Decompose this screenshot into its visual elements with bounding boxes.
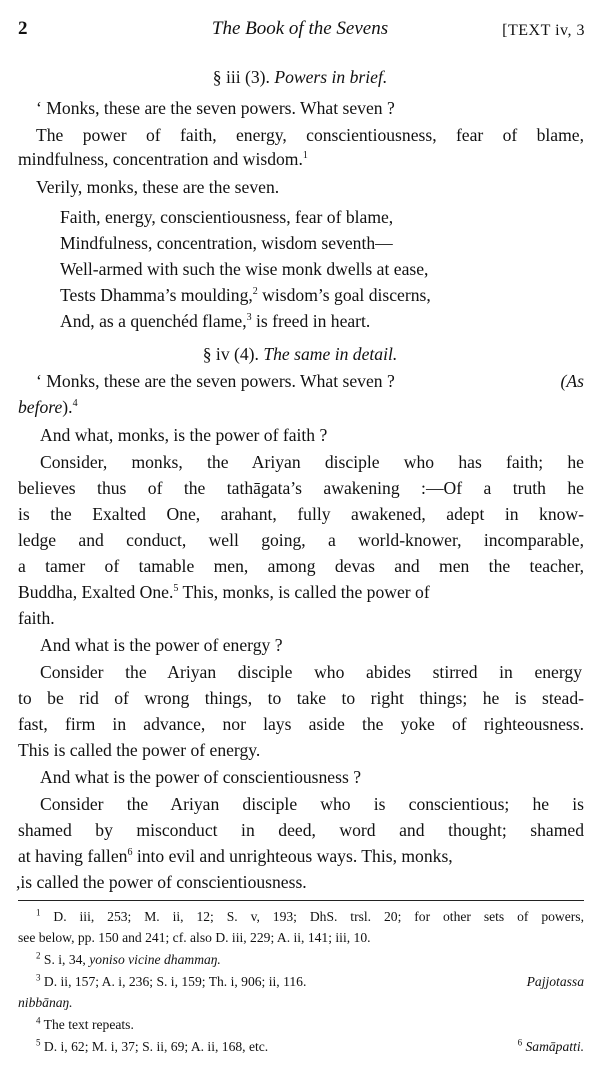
question-line: And what, monks, is the power of faith ? xyxy=(40,425,328,445)
line-text: is freed in heart. xyxy=(251,311,371,331)
line-text: And, as a quenchéd flame, xyxy=(60,311,247,331)
footnote-number: 5 xyxy=(36,1037,41,1048)
heading-title: The same in detail. xyxy=(263,344,398,364)
footnote-marker: 3 xyxy=(246,312,252,324)
footnote-number: 1 xyxy=(36,907,41,918)
footnote-4 xyxy=(36,1016,584,1034)
footnote-marker: 2 xyxy=(252,286,258,298)
paragraph-line xyxy=(18,581,584,603)
paragraph-line: faith. xyxy=(18,608,55,628)
footnote-text: The text repeats. xyxy=(43,1017,134,1032)
heading-title: Powers in brief. xyxy=(274,67,388,87)
paragraph-line: believes thus of the tathāgata’s awakening :—Of a truth he xyxy=(18,478,584,498)
paragraph-line: Verily, monks, these are the seven. xyxy=(36,177,280,197)
paragraph-line: ‘ Monks, these are the seven powers. What seven ? xyxy=(36,98,395,118)
running-title: The Book of the Sevens xyxy=(211,18,389,39)
question-line: And what is the power of energy ? xyxy=(40,635,283,655)
footnote-divider xyxy=(18,900,584,901)
heading-prefix: § iii (3). xyxy=(212,67,270,87)
paragraph-line xyxy=(36,370,584,392)
footnote-3 xyxy=(36,973,584,991)
heading-prefix: § iv (4). xyxy=(202,344,259,364)
footnote-6 xyxy=(450,1038,584,1056)
footnote-text: Pajjotassa xyxy=(526,974,584,989)
paragraph-line xyxy=(18,396,578,418)
footnote-3-continued: nibbānaŋ. xyxy=(18,995,73,1010)
line-text: wisdom’s goal discerns, xyxy=(257,285,431,305)
line-text: Tests Dhamma’s moulding, xyxy=(60,285,253,305)
verse-line: Well-armed with such the wise monk dwells at ease, xyxy=(60,259,429,279)
footnote-1-continued: see below, pp. 150 and 241; cf. also D. iii, 229; A. ii, 141; iii, 10. xyxy=(18,930,371,945)
section-heading-3 xyxy=(0,66,600,88)
footnote-text: D. iii, 253; M. ii, 12; S. v, 193; DhS. trsl. 20; for other sets of powers, xyxy=(53,909,584,924)
paragraph-line: fast, firm in advance, nor lays aside the yoke of righteousness. xyxy=(18,714,584,734)
footnote-number: 3 xyxy=(36,972,41,983)
line-text: into evil and unrighteous ways. This, monks, xyxy=(132,846,453,866)
verse-line xyxy=(60,310,580,332)
line-text: ‘ Monks, these are the seven powers. What seven ? xyxy=(36,371,395,391)
line-text: This, monks, is called the power of xyxy=(178,582,430,602)
line-text: Buddha, Exalted One. xyxy=(18,582,174,602)
line-text: ). xyxy=(62,397,73,417)
paragraph-line: The power of faith, energy, conscientiousness, fear of blame, xyxy=(36,125,584,145)
footnote-2 xyxy=(36,951,584,969)
paragraph-line: Consider the Ariyan disciple who abides stirred in energy xyxy=(40,662,582,682)
paragraph-line: Consider the Ariyan disciple who is conscientious; he is xyxy=(40,794,584,814)
paragraph-line: shamed by misconduct in deed, word and thought; shamed xyxy=(18,820,584,840)
footnote-text: S. i, 34, xyxy=(43,952,86,967)
paragraph-line: This is called the power of energy. xyxy=(18,740,261,760)
line-text: mindfulness, concentration and wisdom. xyxy=(18,149,303,169)
paragraph-line xyxy=(18,845,584,867)
footnote-text: Samāpatti. xyxy=(525,1039,584,1054)
footnote-number: 6 xyxy=(517,1037,523,1048)
footnote-text: D. i, 62; M. i, 37; S. ii, 69; A. ii, 168, etc. xyxy=(43,1039,269,1054)
paragraph-line: ,is called the power of conscientiousness. xyxy=(16,872,307,892)
section-reference: [TEXT iv, 3 xyxy=(502,22,585,39)
footnote-number: 4 xyxy=(36,1015,41,1026)
paragraph-line: is the Exalted One, arahant, fully awakened, adept in know- xyxy=(18,504,584,524)
verse-line: Mindfulness, concentration, wisdom seventh— xyxy=(60,233,393,253)
footnote-marker: 6 xyxy=(127,847,133,859)
footnote-number: 2 xyxy=(36,950,41,961)
question-line: And what is the power of conscientiousness ? xyxy=(40,767,362,787)
line-text: (As xyxy=(560,371,584,391)
page-number: 2 xyxy=(18,18,28,39)
paragraph-line: to be rid of wrong things, to take to right things; he is stead- xyxy=(18,688,584,708)
line-text: before xyxy=(18,397,63,417)
line-text: at having fallen xyxy=(18,846,128,866)
footnote-marker: 5 xyxy=(173,583,179,595)
footnote-text: yoniso vicine dhammaŋ. xyxy=(89,952,221,967)
paragraph-line: ledge and conduct, well going, a world-knower, incomparable, xyxy=(18,530,584,550)
verse-line xyxy=(60,284,580,306)
footnote-marker: 4 xyxy=(72,398,78,410)
paragraph-line: Consider, monks, the Ariyan disciple who has faith; he xyxy=(40,452,584,472)
paragraph-line xyxy=(18,148,578,170)
footnote-5 xyxy=(36,1038,436,1056)
footnote-1 xyxy=(36,908,584,926)
verse-line: Faith, energy, conscientiousness, fear of blame, xyxy=(60,207,394,227)
footnote-text: D. ii, 157; A. i, 236; S. i, 159; Th. i, 906; ii, 116. xyxy=(43,974,307,989)
paragraph-line: a tamer of tamable men, among devas and men the teacher, xyxy=(18,556,584,576)
section-heading-4 xyxy=(0,343,600,365)
footnote-marker: 1 xyxy=(302,150,308,162)
